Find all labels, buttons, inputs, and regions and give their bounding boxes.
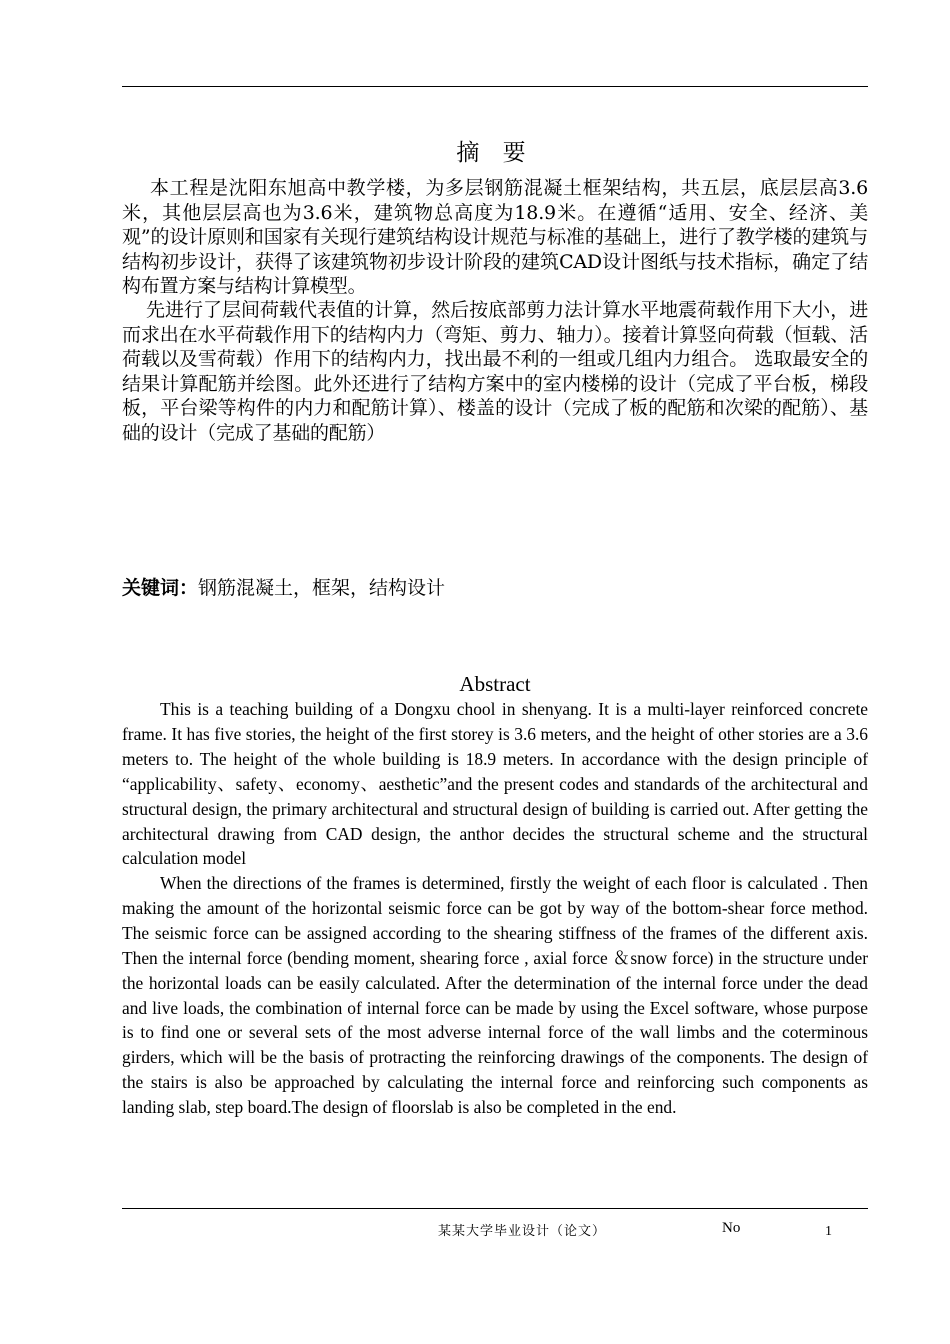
chinese-abstract-title: 摘 要 bbox=[456, 140, 534, 166]
chinese-abstract-paragraph-1: 本工程是沈阳东旭高中教学楼，为多层钢筋混凝土框架结构，共五层，底层层高3.6米，其他层层高也为3.6米，建筑物总高度为18.9米。在遵循“适用、安全、经济、美观”的设计原则和国家有关现行建筑结构设计规范与标准的基础上，进行了教学楼的建筑与结构初步设计，获得了该建筑物初步设计阶段的建筑CAD设计图纸与技术指标，确定了结构布置方案与结构计算模型。 bbox=[122, 177, 868, 297]
header-rule bbox=[122, 86, 868, 87]
english-abstract-title: Abstract bbox=[459, 672, 531, 696]
footer-no-label: No bbox=[722, 1220, 741, 1236]
english-abstract-paragraph-2: When the directions of the frames is determined, firstly the weight of each floor is calculated . Then making the amount of the horizontal seismic force can be got by way of the bottom-shear force method. The seismic force can be assigned according to the shearing stiffness of the frames of the different axis. Then the internal force (bending moment, shearing force , axial force ＆snow force) in the structure under the horizontal loads can be easily calculated. After the determination of the internal force under the dead and live loads, the combination of internal force can be made by using the Excel software, whose purpose is to find one or several sets of the most adverse internal force of the wall limbs and the coterminous girders, which will be the basis of protracting the reinforcing drawings of the components. The design of the stairs is also be approached by calculating the internal force and reinforcing such components as landing slab, step board.The design of floorslab is also be completed in the end. bbox=[122, 873, 868, 1118]
keywords-text: 钢筋混凝土，框架，结构设计 bbox=[198, 577, 446, 599]
footer-school-name: 某某大学毕业设计（论文） bbox=[438, 1224, 607, 1239]
chinese-abstract-paragraph-2: 先进行了层间荷载代表值的计算，然后按底部剪力法计算水平地震荷载作用下大小，进而求出在水平荷载作用下的结构内力（弯矩、剪力、轴力）。接着计算竖向荷载（恒载、活荷载以及雪荷载）作用下的结构内力，找出最不利的一组或几组内力组合。 选取最安全的结果计算配筋并绘图。此外还进行了结构方案中的室内楼梯的设计（完成了平台板，梯段板，平台梁等构件的内力和配筋计算）、楼盖的设计（完成了板的配筋和次梁的配筋）、基础的设计（完成了基础的配筋） bbox=[122, 299, 868, 444]
english-abstract-paragraph-1: This is a teaching building of a Dongxu chool in shenyang. It is a multi-layer reinforced concrete frame. It has five stories, the height of the first storey is 3.6 meters, and the height of other stories are a 3.6 meters to. The height of the whole building is 18.9 meters. In accordance with the design principle of “applicability、safety、economy、aesthetic”and the present codes and standards of the architectural and structural design, the primary architectural and structural design of building is carried out. After getting the architectural drawing from CAD design, the anthor decides the structural scheme and the structural calculation model bbox=[122, 699, 868, 869]
footer-page-number: 1 bbox=[825, 1224, 832, 1239]
keywords-line bbox=[122, 573, 868, 600]
keywords-label: 关键词： bbox=[122, 577, 199, 599]
footer-rule bbox=[122, 1208, 868, 1209]
